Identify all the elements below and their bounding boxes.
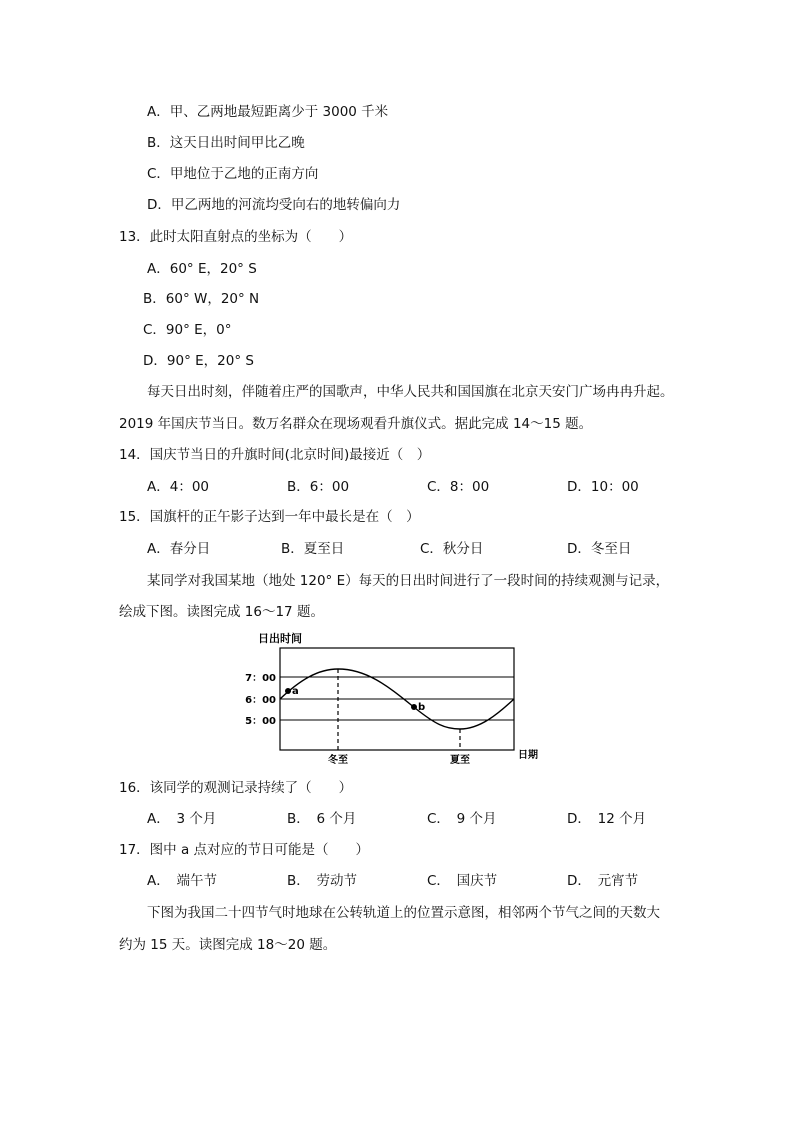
q12-option-d: D．甲乙两地的河流均受向右的地转偏向力	[147, 197, 401, 213]
q14-stem: 14．国庆节当日的升旗时间(北京时间)最接近（ ）	[119, 447, 431, 463]
q12-option-b: B．这天日出时间甲比乙晚	[147, 135, 305, 151]
point-b-label: b	[418, 702, 426, 713]
q17-option-b: B． 劳动节	[287, 873, 358, 889]
intro-16-17-line2: 绘成下图。读图完成 16～17 题。	[119, 604, 324, 620]
q13-option-c: C．90° E，0°	[143, 322, 232, 338]
q17-option-a: A． 端午节	[147, 873, 217, 889]
y-tick-5: 5：00	[245, 716, 276, 727]
point-a-dot	[285, 688, 291, 694]
intro-18-20-line1: 下图为我国二十四节气时地球在公转轨道上的位置示意图，相邻两个节气之间的天数大	[147, 905, 660, 921]
q15-option-b: B．夏至日	[281, 541, 345, 557]
q15-stem: 15．国旗杆的正午影子达到一年中最长是在（ ）	[119, 509, 420, 525]
x-label-winter-solstice: 冬至	[328, 755, 348, 766]
q14-option-c: C．8：00	[427, 479, 490, 495]
q15-option-d: D．冬至日	[567, 541, 632, 557]
q13-option-d: D．90° E，20° S	[143, 353, 254, 369]
intro-18-20-line2: 约为 15 天。读图完成 18～20 题。	[119, 937, 337, 953]
q16-option-c: C． 9 个月	[427, 811, 497, 827]
x-label-summer-solstice: 夏至	[450, 755, 470, 766]
intro-16-17-line1: 某同学对我国某地（地处 120° E）每天的日出时间进行了一段时间的持续观测与记录，	[147, 573, 670, 589]
x-axis-title: 日期	[518, 750, 538, 761]
q14-option-d: D．10：00	[567, 479, 639, 495]
q15-option-a: A．春分日	[147, 541, 211, 557]
q16-option-d: D． 12 个月	[567, 811, 647, 827]
y-tick-6: 6：00	[245, 695, 276, 706]
q13-stem: 13．此时太阳直射点的坐标为（ ）	[119, 229, 353, 245]
sunrise-time-figure	[245, 628, 550, 768]
q13-option-b: B．60° W，20° N	[143, 291, 260, 307]
point-a-label: a	[292, 686, 299, 697]
q14-option-b: B．6：00	[287, 479, 350, 495]
q15-option-c: C．秋分日	[420, 541, 484, 557]
q16-stem: 16．该同学的观测记录持续了（ ）	[119, 780, 353, 796]
q16-option-a: A． 3 个月	[147, 811, 217, 827]
y-tick-7: 7：00	[245, 673, 276, 684]
q13-option-a: A．60° E，20° S	[147, 261, 257, 277]
y-axis-title: 日出时间	[258, 632, 302, 645]
q17-option-d: D． 元宵节	[567, 873, 639, 889]
q12-option-a: A．甲、乙两地最短距离少于 3000 千米	[147, 104, 389, 120]
q17-stem: 17．图中 a 点对应的节日可能是（ ）	[119, 842, 370, 858]
point-b-dot	[411, 704, 417, 710]
intro-14-15-line1: 每天日出时刻，伴随着庄严的国歌声，中华人民共和国国旗在北京天安门广场冉冉升起。	[147, 384, 674, 400]
intro-14-15-line2: 2019 年国庆节当日。数万名群众在现场观看升旗仪式。据此完成 14～15 题。	[119, 416, 593, 432]
q14-option-a: A．4：00	[147, 479, 210, 495]
q16-option-b: B． 6 个月	[287, 811, 357, 827]
q17-option-c: C． 国庆节	[427, 873, 498, 889]
q12-option-c: C．甲地位于乙地的正南方向	[147, 166, 319, 182]
